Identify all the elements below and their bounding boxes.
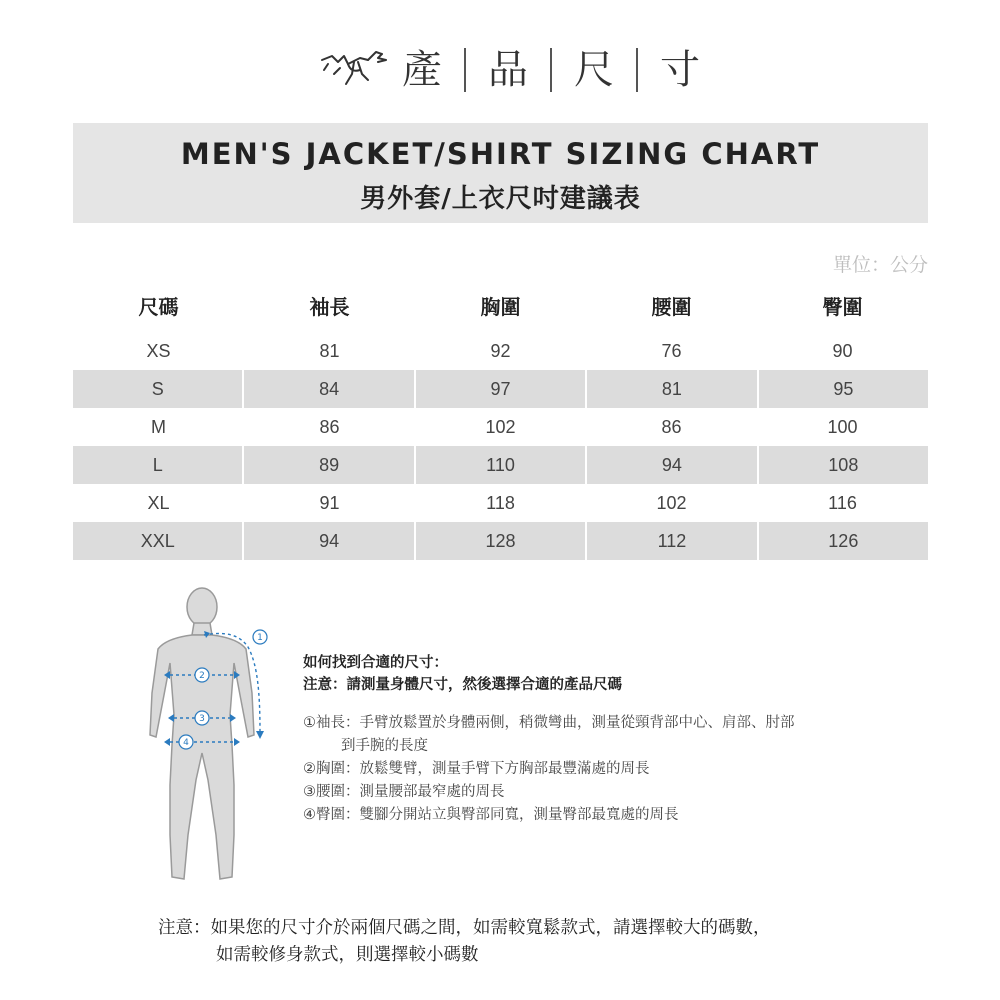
marker-label: 4 bbox=[183, 738, 189, 748]
table-cell: 92 bbox=[490, 340, 511, 361]
footnote bbox=[158, 915, 878, 969]
column-header-sleeve: 袖長 bbox=[309, 294, 350, 319]
table-cell: 112 bbox=[587, 522, 756, 560]
unit-label: 單位：公分 bbox=[832, 254, 928, 276]
table-cell: 108 bbox=[759, 446, 928, 484]
step-hip: ④臀圍：雙腳分開站立與臀部同寬，測量臀部最寬處的周長 bbox=[303, 807, 679, 823]
title-char: 產 bbox=[402, 47, 442, 93]
table-row bbox=[73, 332, 928, 370]
table-cell: 86 bbox=[661, 416, 682, 437]
table-cell: 94 bbox=[587, 446, 756, 484]
marker-3 bbox=[195, 711, 209, 725]
table-cell: 118 bbox=[486, 492, 515, 513]
table-cell: XXL bbox=[73, 522, 242, 560]
table-cell: XS bbox=[146, 340, 171, 361]
instructions-heading: 如何找到合適的尺寸： bbox=[303, 655, 448, 671]
chart-title-banner bbox=[73, 123, 928, 223]
table-cell: 102 bbox=[656, 492, 687, 513]
table-cell: 86 bbox=[319, 416, 340, 437]
footnote-line: 注意：如果您的尺寸介於兩個尺碼之間，如需較寬鬆款式，請選擇較大的碼數， bbox=[158, 918, 771, 938]
table-cell: 81 bbox=[319, 340, 340, 361]
column-header-hip: 臀圍 bbox=[822, 294, 863, 319]
marker-2 bbox=[195, 668, 209, 682]
instructions-note: 注意：請測量身體尺寸，然後選擇合適的產品尺碼 bbox=[303, 677, 622, 693]
table-cell: 91 bbox=[319, 492, 340, 513]
step-sleeve: ①袖長：手臂放鬆置於身體兩側，稍微彎曲，測量從頸背部中心、肩部、肘部 bbox=[303, 715, 795, 731]
table-cell: 100 bbox=[827, 416, 858, 437]
table-cell: 76 bbox=[661, 340, 682, 361]
table-cell: S bbox=[73, 370, 242, 408]
step-waist: ③腰圍：測量腰部最窄處的周長 bbox=[303, 784, 505, 800]
body-measurement-figure bbox=[140, 585, 280, 895]
table-cell: M bbox=[151, 416, 166, 437]
column-header-waist: 腰圍 bbox=[651, 294, 692, 319]
chart-title-zh: 男外套/上衣尺吋建議表 bbox=[360, 184, 641, 214]
table-cell: 110 bbox=[416, 446, 585, 484]
title-divider bbox=[550, 48, 552, 92]
table-row bbox=[73, 522, 928, 560]
chart-title-en: MEN'S JACKET/SHIRT SIZING CHART bbox=[180, 137, 821, 171]
table-cell: 81 bbox=[587, 370, 756, 408]
instruction-steps bbox=[303, 712, 903, 827]
column-header-size: 尺碼 bbox=[138, 294, 179, 319]
step-sleeve-continued: 到手腕的長度 bbox=[341, 738, 428, 754]
measurement-instructions bbox=[303, 652, 903, 827]
title-divider bbox=[464, 48, 466, 92]
marker-4 bbox=[179, 735, 193, 749]
marker-label: 3 bbox=[199, 714, 205, 724]
table-row bbox=[73, 370, 928, 408]
marker-1 bbox=[253, 630, 267, 644]
table-row bbox=[73, 408, 928, 446]
table-cell: 90 bbox=[832, 340, 853, 361]
title-char: 尺 bbox=[574, 47, 614, 93]
table-row bbox=[73, 484, 928, 522]
table-cell: 116 bbox=[828, 492, 857, 513]
table-cell: 128 bbox=[416, 522, 585, 560]
table-cell: 126 bbox=[759, 522, 928, 560]
table-row bbox=[73, 446, 928, 484]
marker-label: 2 bbox=[199, 671, 205, 681]
table-cell: 94 bbox=[244, 522, 413, 560]
page-header bbox=[0, 40, 1000, 100]
size-table bbox=[73, 288, 928, 560]
page-title bbox=[402, 40, 700, 100]
table-cell: 95 bbox=[759, 370, 928, 408]
marker-label: 1 bbox=[257, 633, 263, 643]
title-char: 寸 bbox=[660, 47, 700, 93]
footnote-line: 如需較修身款式，則選擇較小碼數 bbox=[216, 945, 479, 965]
table-cell: 97 bbox=[416, 370, 585, 408]
table-cell: 84 bbox=[244, 370, 413, 408]
table-cell: 89 bbox=[244, 446, 413, 484]
column-header-chest: 胸圍 bbox=[480, 294, 521, 319]
step-chest: ②胸圍：放鬆雙臂，測量手臂下方胸部最豐滿處的周長 bbox=[303, 761, 650, 777]
table-header-row bbox=[73, 288, 928, 322]
title-divider bbox=[636, 48, 638, 92]
table-cell: 102 bbox=[485, 416, 516, 437]
table-cell: XL bbox=[147, 492, 170, 513]
title-char: 品 bbox=[488, 47, 528, 93]
table-cell: L bbox=[73, 446, 242, 484]
archaeopteryx-logo-icon bbox=[318, 44, 392, 90]
